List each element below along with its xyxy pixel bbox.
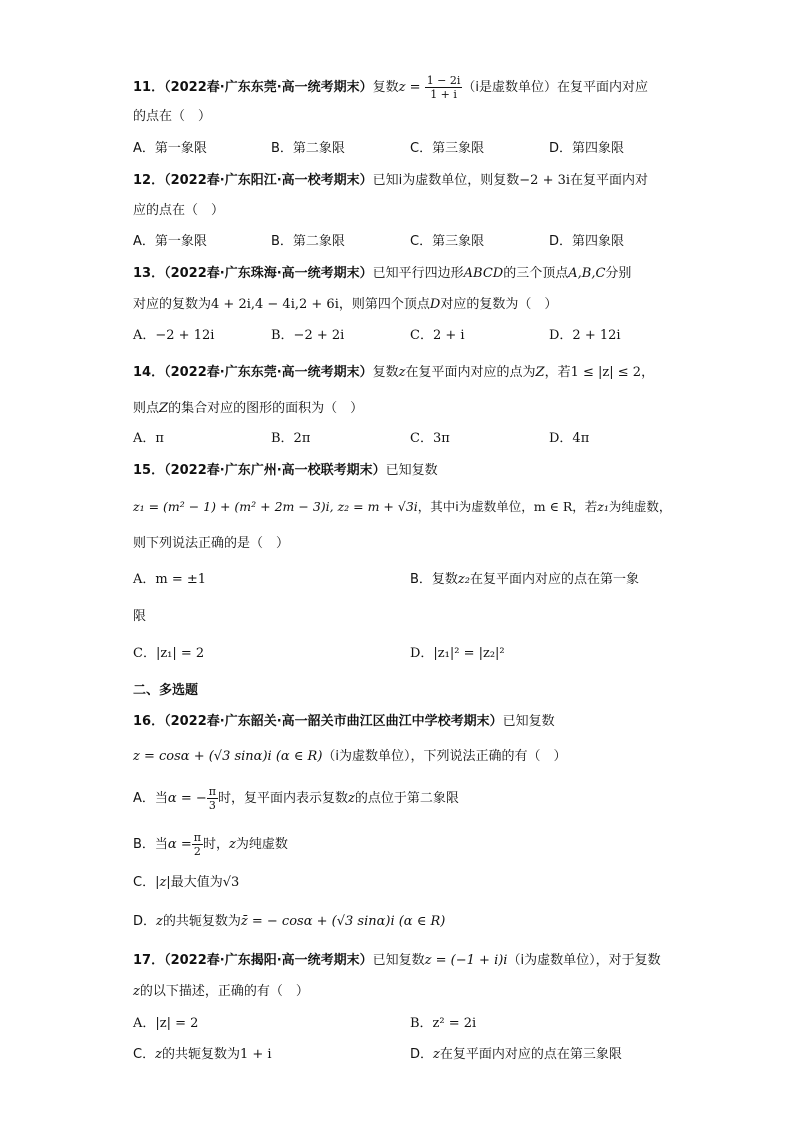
math-expression: 4 + 2i,4 − 4i,2 + 6i [211, 297, 339, 312]
question-text: 已知复数 [385, 463, 438, 478]
option-a: A．m = ±1 [133, 572, 207, 587]
math-symbol: z₁ [597, 499, 609, 514]
question-16-line-2 [133, 748, 567, 766]
question-text: 对应的复数为（ ） [440, 297, 558, 312]
question-number: 17． [133, 953, 165, 968]
question-text: 在复平面内对 [570, 173, 649, 188]
fraction-numerator: π [193, 831, 201, 844]
option-text: D． [133, 914, 157, 929]
option-b: B．第二象限 [271, 141, 345, 156]
option-a: A．第一象限 [133, 234, 207, 249]
question-12-line-2: 应的点在（ ） [133, 203, 225, 218]
option-a: A．π [133, 431, 164, 446]
question-source: （2022春·广东广州·高一校联考期末） [164, 463, 386, 478]
option-b [410, 571, 639, 589]
math-symbol: z [156, 914, 163, 929]
question-text: 已知复数 [502, 714, 555, 729]
question-text: （i是虚数单位）在复平面内对应 [462, 80, 649, 95]
option-d: D．第四象限 [549, 234, 625, 249]
fraction-numerator: 1 − 2i [426, 74, 461, 87]
math-expression: z̄ = − cosα + (√3 sinα)i (α ∈ R) [240, 914, 446, 929]
question-text: ，则第四个顶点 [338, 297, 430, 312]
question-number: 13． [133, 266, 165, 281]
question-source: （2022春·广东珠海·高一统考期末） [164, 266, 373, 281]
option-b: B．第二象限 [271, 234, 345, 249]
section-heading: 二、多选题 [133, 683, 199, 698]
option-c: C．第三象限 [410, 234, 485, 249]
option-a [133, 785, 459, 812]
question-text: 的以下描述，正确的有（ ） [139, 984, 309, 999]
option-d: D．2 + 12i [549, 328, 621, 343]
option-c: C．第三象限 [410, 141, 485, 156]
question-number: 12． [133, 173, 165, 188]
question-13-line-1 [133, 265, 631, 283]
fraction [207, 785, 218, 812]
option-text: C． [133, 1047, 156, 1062]
option-a: A．|z| = 2 [133, 1016, 199, 1031]
option-a: A．第一象限 [133, 141, 207, 156]
question-text: 则点 [133, 401, 160, 416]
question-text: ，其中i为虚数单位， [417, 499, 534, 514]
question-15-line-2 [133, 498, 671, 516]
math-symbol: Z [159, 401, 169, 416]
question-text: 分别 [605, 266, 632, 281]
math-symbol: z [348, 791, 355, 806]
question-15-line-1 [133, 462, 438, 480]
question-source: （2022春·广东揭阳·高一统考期末） [164, 953, 373, 968]
option-text: B．复数 [410, 572, 458, 587]
fraction-numerator: π [208, 785, 216, 798]
question-11-line-2: 的点在（ ） [133, 109, 212, 124]
math-symbol: Z [535, 365, 545, 380]
math-symbol: z [133, 984, 140, 999]
question-text: （i为虚数单位），下列说法正确的有（ ） [322, 749, 567, 764]
option-a: A．−2 + 12i [133, 328, 215, 343]
question-text: 复数 [372, 80, 399, 95]
option-b: B．−2 + 2i [271, 328, 345, 343]
option-c: C．3π [410, 431, 450, 446]
math-symbol: z [398, 365, 406, 380]
math-symbol: A,B,C [568, 266, 606, 281]
question-16-line-1 [133, 713, 555, 731]
math-symbol: z₂ [457, 572, 470, 587]
math-lhs: α = − [167, 791, 207, 806]
math-lhs: α = [167, 837, 192, 852]
option-b-continued: 限 [133, 609, 147, 624]
question-text: 已知复数 [372, 953, 425, 968]
math-expression: z = (−1 + i)i [424, 953, 508, 968]
question-number: 14． [133, 365, 165, 380]
option-d: D．|z₁|² = |z₂|² [410, 646, 505, 661]
math-expression: z = cosα + (√3 sinα)i (α ∈ R) [133, 749, 323, 764]
math-lhs: z = [398, 80, 421, 95]
fraction [192, 831, 203, 858]
question-text: ，若 [544, 365, 571, 380]
option-text: 时， [202, 837, 229, 852]
question-text: 为纯虚数， [608, 499, 672, 514]
option-d: D．4π [549, 431, 590, 446]
math-symbol: z [155, 1047, 162, 1062]
question-number: 16． [133, 714, 165, 729]
math-symbol: D [429, 297, 441, 312]
option-text: 的共轭复数为 [161, 1047, 240, 1062]
math-expression: −2 + 3i [519, 173, 571, 188]
fraction [425, 74, 463, 101]
question-text: 在复平面内对应的点为 [405, 365, 536, 380]
option-d [133, 913, 445, 931]
option-c [133, 1046, 272, 1064]
option-text: 在复平面内对应的点在第一象 [469, 572, 639, 587]
question-14-line-1 [133, 364, 654, 382]
math-expression: |z| [155, 875, 171, 890]
option-text: 为纯虚数 [235, 837, 288, 852]
option-text: 最大值为 [170, 875, 223, 890]
math-expression: 1 ≤ |z| ≤ 2 [570, 365, 642, 380]
math-expression: √3 [222, 875, 240, 890]
option-c [133, 874, 239, 892]
fraction-denominator: 2 [193, 845, 201, 858]
fraction-denominator: 3 [208, 799, 216, 812]
option-text: 的点位于第二象限 [354, 791, 459, 806]
question-source: （2022春·广东韶关·高一韶关市曲江区曲江中学校考期末） [164, 714, 503, 729]
option-c: C．|z₁| = 2 [133, 646, 205, 661]
option-text: D． [410, 1047, 434, 1062]
option-text: 在复平面内对应的点在第三象限 [439, 1047, 622, 1062]
option-d: D．第四象限 [549, 141, 625, 156]
option-text: 的共轭复数为 [162, 914, 241, 929]
question-text: 复数 [372, 365, 399, 380]
option-c: C．2 + i [410, 328, 465, 343]
option-b: B．z² = 2i [410, 1016, 477, 1031]
question-text: （i为虚数单位），对于复数 [507, 953, 661, 968]
option-text: C． [133, 875, 156, 890]
question-11-line-1 [133, 74, 648, 101]
option-b: B．2π [271, 431, 311, 446]
math-symbol: z [433, 1047, 440, 1062]
question-17-line-1 [133, 952, 661, 970]
question-text: 已知平行四边形 [372, 266, 464, 281]
math-expression: m ∈ R [533, 499, 573, 514]
question-text: 的集合对应的图形的面积为（ ） [168, 401, 364, 416]
question-number: 11． [133, 80, 165, 95]
question-17-line-2 [133, 983, 309, 1001]
question-text: 已知i为虚数单位，则复数 [372, 173, 520, 188]
option-d [410, 1046, 622, 1064]
question-12-line-1 [133, 172, 648, 190]
question-source: （2022春·广东东莞·高一统考期末） [164, 365, 373, 380]
question-15-line-3: 则下列说法正确的是（ ） [133, 536, 290, 551]
question-source: （2022春·广东东莞·高一统考期末） [164, 80, 373, 95]
question-source: （2022春·广东阳江·高一校考期末） [164, 173, 373, 188]
question-text: 对应的复数为 [133, 297, 212, 312]
question-13-line-2 [133, 296, 557, 314]
question-text: ， [641, 365, 655, 380]
option-b [133, 831, 288, 858]
question-text: ，若 [572, 499, 598, 514]
option-text: B．当 [133, 837, 168, 852]
math-expression: z₁ = (m² − 1) + (m² + 2m − 3)i, z₂ = m + √3i [133, 499, 418, 514]
question-number: 15． [133, 463, 165, 478]
question-text: 的三个顶点 [503, 266, 569, 281]
math-symbol: z [228, 837, 236, 852]
question-14-line-2 [133, 400, 363, 418]
math-expression: 1 + i [239, 1047, 272, 1062]
math-symbol: ABCD [463, 266, 504, 281]
option-text: A．当 [133, 791, 168, 806]
fraction-denominator: 1 + i [430, 88, 457, 101]
option-text: 时，复平面内表示复数 [217, 791, 348, 806]
